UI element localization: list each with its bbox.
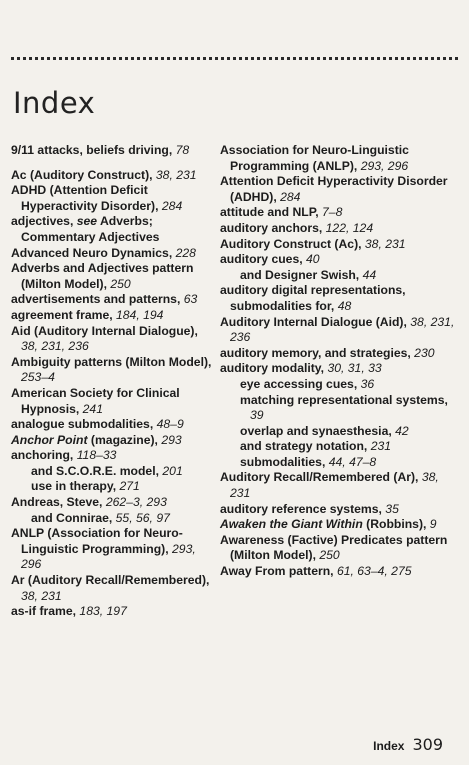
entry-term: and strategy notation, (240, 439, 368, 454)
index-entry (11, 386, 216, 417)
entry-term-suffix: (Robbins), (362, 517, 427, 532)
entry-term: and Connirae, (31, 510, 113, 525)
entry-pages: 48–9 (156, 417, 184, 432)
index-entry (220, 315, 460, 346)
footer-label: Index (373, 739, 405, 753)
index-entry (220, 205, 460, 221)
entry-pages: 284 (161, 198, 183, 213)
index-entry (220, 252, 460, 268)
entry-term: Auditory Internal Dialogue (Aid), (220, 314, 407, 329)
entry-term: ADHD (Attention Deficit Hyperactivity Disorder), (11, 183, 159, 213)
entry-pages: 231 (370, 439, 392, 454)
entry-pages: 293, 296 (360, 158, 409, 173)
entry-term: auditory reference systems, (220, 501, 382, 516)
entry-term: Ac (Auditory Construct), (11, 167, 153, 182)
entry-term: Away From pattern, (220, 564, 334, 579)
entry-term: Attention Deficit Hyperactivity Disorder (ADHD), (220, 174, 448, 204)
index-entry (11, 464, 216, 480)
entry-pages: 118–33 (76, 448, 117, 463)
entry-pages: 38, 231 (230, 470, 439, 501)
index-entry (11, 308, 216, 324)
entry-term: auditory cues, (220, 252, 303, 267)
entry-term: anchoring, (11, 448, 74, 463)
entry-term: Ambiguity patterns (Milton Model), (11, 354, 212, 369)
entry-pages: 48 (337, 298, 352, 313)
index-entry (220, 283, 460, 314)
index-entry (220, 502, 460, 518)
entry-pages: 44, 47–8 (328, 454, 377, 469)
index-entry (220, 221, 460, 237)
entry-pages: 38, 231 (155, 167, 197, 182)
index-entry (220, 174, 460, 205)
entry-pages: 30, 31, 33 (327, 361, 382, 376)
entry-term: Adverbs and Adjectives pattern (Milton Model), (11, 261, 194, 291)
entry-pages: 250 (110, 276, 131, 291)
entry-pages: 7–8 (322, 205, 343, 220)
dotted-rule (11, 57, 458, 60)
entry-pages: 61, 63–4, 275 (336, 564, 412, 579)
index-entry (11, 604, 216, 620)
index-entry (220, 346, 460, 362)
index-entry (220, 377, 460, 393)
entry-term: and Designer Swish, (240, 267, 360, 282)
index-entry (11, 324, 216, 355)
index-entry (11, 511, 216, 527)
entry-pages: 42 (395, 423, 409, 438)
index-entry (11, 168, 216, 184)
entry-pages: 36 (360, 376, 375, 391)
entry-pages: 78 (175, 143, 190, 157)
index-entry (11, 143, 216, 159)
entry-pages: 9 (429, 517, 437, 532)
index-entry (11, 292, 216, 308)
entry-pages: 38, 231, 236 (230, 314, 455, 345)
index-entry (220, 455, 460, 471)
entry-pages: 262–3, 293 (105, 495, 167, 510)
entry-term: auditory modality, (220, 361, 325, 376)
entry-term: agreement frame, (11, 307, 113, 322)
entry-term: Auditory Recall/Remembered (Ar), (220, 470, 419, 485)
index-entry (11, 355, 216, 386)
index-entry (220, 533, 460, 564)
index-entry (11, 526, 216, 573)
entry-term: Ar (Auditory Recall/Remembered), (11, 573, 210, 588)
entry-pages: 184, 194 (116, 307, 164, 322)
entry-pages: 44 (362, 267, 377, 282)
entry-pages: 38, 231, 236 (21, 339, 89, 354)
index-entry (220, 393, 460, 424)
index-entry (220, 237, 460, 253)
page-footer (373, 735, 443, 754)
entry-term: Association for Neuro-Linguistic Programming (ANLP), (220, 143, 409, 173)
entry-pages: 250 (319, 548, 340, 563)
entry-pages: 38, 231 (21, 588, 62, 603)
index-column-left (11, 143, 216, 620)
entry-term: Advanced Neuro Dynamics, (11, 245, 173, 260)
index-entry (220, 439, 460, 455)
entry-title: Anchor Point (11, 432, 88, 447)
entry-pages: 55, 56, 97 (115, 510, 170, 525)
index-entry (11, 433, 216, 449)
entry-term: ANLP (Association for Neuro-Linguistic Programming), (11, 526, 183, 556)
entry-pages: 228 (175, 245, 196, 260)
entry-pages: 253–4 (21, 370, 55, 385)
entry-term: matching representational systems, (240, 392, 448, 407)
index-entry (11, 448, 216, 464)
entry-pages: 35 (385, 501, 399, 516)
entry-title: Awaken the Giant Within (220, 517, 363, 532)
entry-term: Aid (Auditory Internal Dialogue), (11, 323, 198, 338)
index-entry (220, 268, 460, 284)
index-entry (11, 495, 216, 511)
entry-term: Andreas, Steve, (11, 495, 103, 510)
index-column-right (220, 143, 460, 580)
entry-term: use in therapy, (31, 479, 117, 494)
index-entry (11, 479, 216, 495)
entry-see: see (76, 214, 98, 229)
entry-term: adjectives, (11, 214, 77, 229)
entry-pages: 122, 124 (325, 220, 374, 235)
entry-pages: 38, 231 (364, 236, 406, 251)
entry-pages: 183, 197 (79, 604, 127, 619)
entry-term: auditory memory, and strategies, (220, 345, 411, 360)
index-entry (220, 564, 460, 580)
entry-term: advertisements and patterns, (11, 292, 181, 307)
index-entry (220, 361, 460, 377)
entry-pages: 230 (414, 345, 435, 360)
index-entry (220, 470, 460, 501)
entry-term: and S.C.O.R.E. model, (31, 463, 159, 478)
entry-pages: 40 (306, 252, 320, 267)
entry-pages: 271 (119, 479, 140, 494)
index-entry (11, 573, 216, 604)
index-entry (11, 261, 216, 292)
entry-term: American Society for Clinical Hypnosis, (11, 385, 180, 416)
entry-pages: 284 (280, 189, 301, 204)
index-entry (11, 214, 216, 245)
index-entry (220, 424, 460, 440)
page-number: 309 (412, 735, 443, 754)
entry-term: overlap and synaesthesia, (240, 423, 392, 438)
entry-pages: 293, 296 (21, 541, 196, 572)
entry-term: Auditory Construct (Ac), (220, 236, 362, 251)
entry-pages: 201 (162, 463, 183, 478)
index-entry (220, 143, 460, 174)
entry-pages: 39 (250, 408, 264, 423)
entry-term: attitude and NLP, (220, 205, 319, 220)
index-entry (11, 246, 216, 262)
entry-pages: 293 (161, 432, 182, 447)
entry-term: Awareness (Factive) Predicates pattern (Milton Model), (220, 532, 448, 563)
entry-term: submodalities, (240, 454, 326, 469)
entry-term: eye accessing cues, (240, 376, 358, 391)
index-entry (11, 183, 216, 214)
entry-term: analogue submodalities, (11, 417, 154, 432)
entry-term: auditory digital representations, submodalities for, (220, 283, 406, 313)
entry-pages: 63 (183, 292, 198, 307)
entry-pages: 241 (82, 401, 103, 416)
entry-term: 9/11 attacks, beliefs driving, (11, 143, 173, 157)
page-title: Index (13, 86, 96, 120)
entry-term-suffix: (magazine), (87, 432, 158, 447)
entry-term: as-if frame, (11, 604, 77, 619)
entry-term: auditory anchors, (220, 220, 323, 235)
index-entry (11, 417, 216, 433)
entry-term-suffix: Adverbs; Commentary Adjectives (21, 214, 160, 244)
index-entry (220, 517, 460, 533)
